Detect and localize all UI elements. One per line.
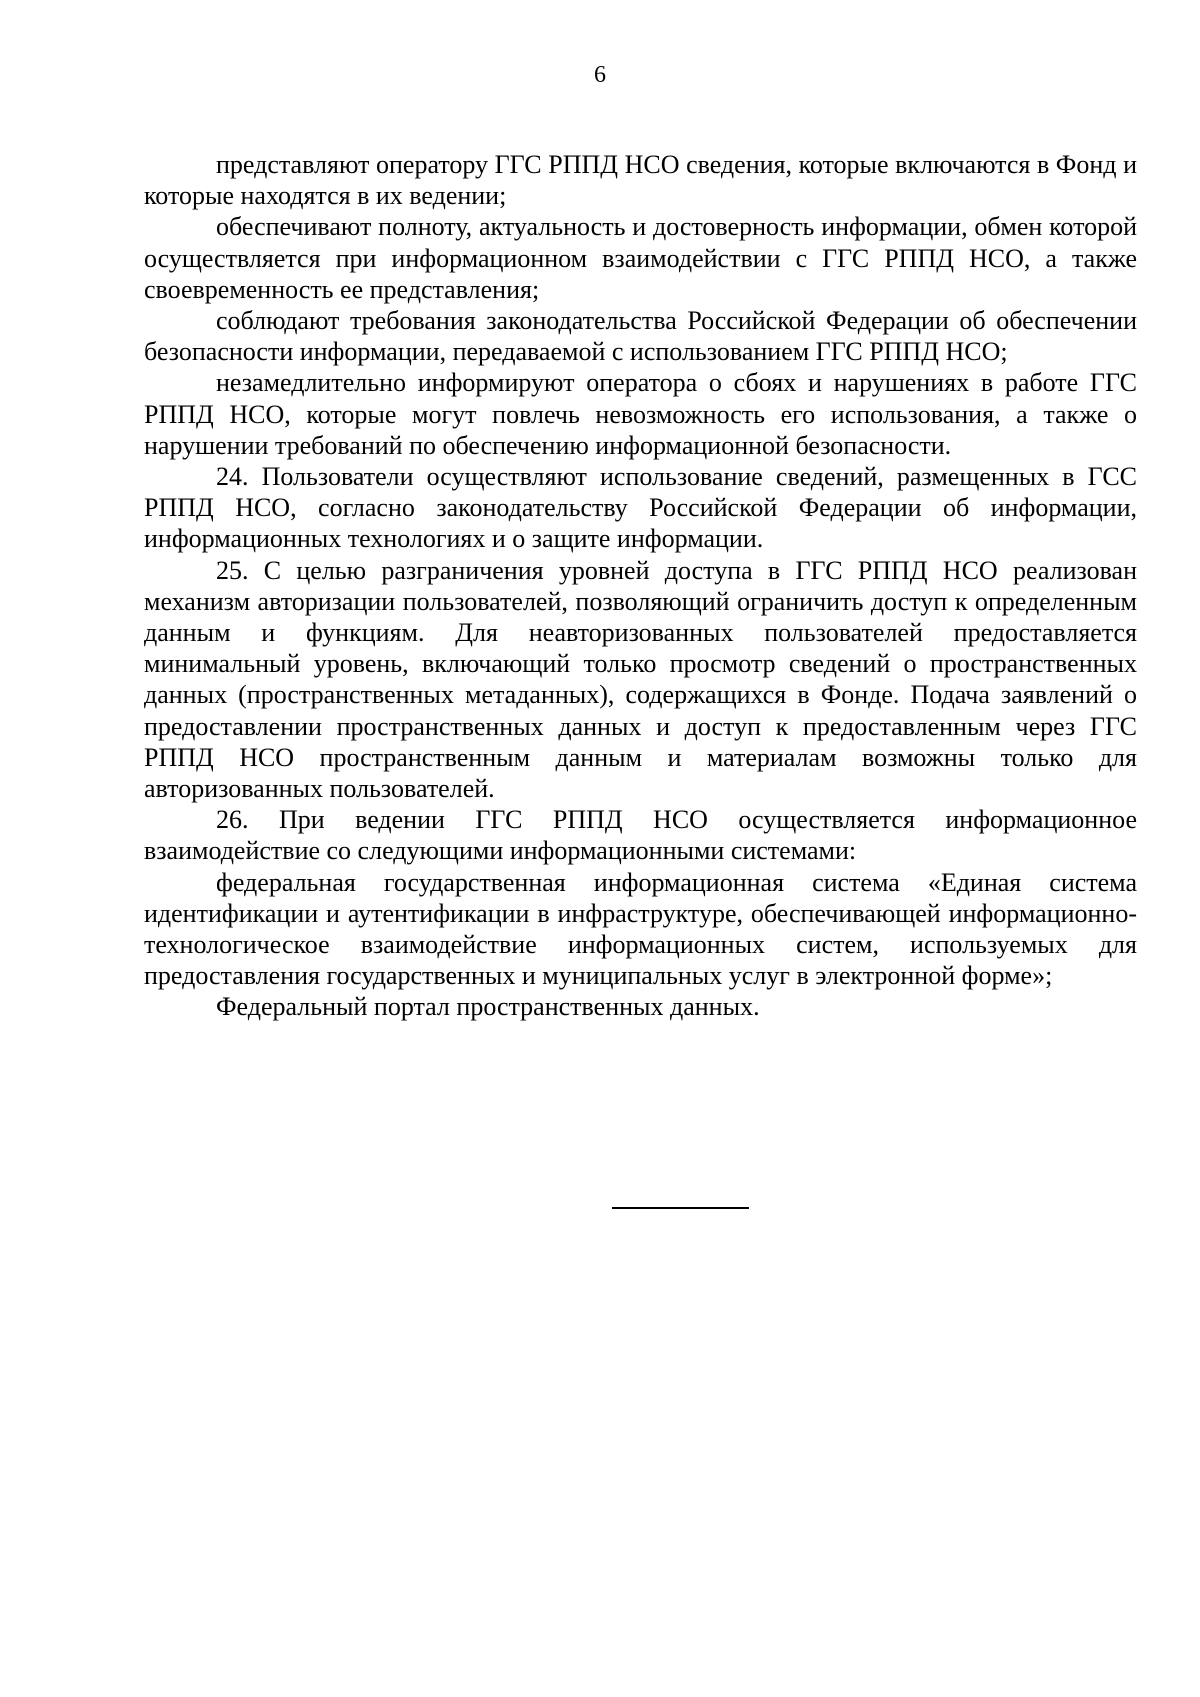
page-number: 6 xyxy=(594,62,606,88)
paragraph-provide-info: представляют оператору ГГС РППД НСО сведения, которые включаются в Фонд и которые находятся в их ведении; xyxy=(144,150,1137,211)
document-body xyxy=(144,149,1137,1023)
paragraph-item-25: 25. С целью разграничения уровней доступа в ГГС РППД НСО реализован механизм авторизации пользователей, позволяющий ограничить доступ к определенным данным и функциям. Для неавторизованных пользователей предоставляется минимальный уровень, включающий только просмотр сведений о пространственных данных (пространственных метаданных), содержащихся в Фонде. Подача заявлений о предоставлении пространственных данных и доступ к предоставленным через ГГС РППД НСО пространственным данным и материалам возможны только для авторизованных пользователей. xyxy=(144,555,1137,804)
paragraph-federal-portal: Федеральный портал пространственных данных. xyxy=(216,992,760,1022)
paragraph-item-26: 26. При ведении ГГС РППД НСО осуществляется информационное взаимодействие со следующими информационными системами: xyxy=(144,805,1137,866)
paragraph-item-24: 24. Пользователи осуществляют использование сведений, размещенных в ГСС РППД НСО, согласно законодательству Российской Федерации об информации, информационных технологиях и о защите информации. xyxy=(144,462,1137,554)
paragraph-ensure-completeness: обеспечивают полноту, актуальность и достоверность информации, обмен которой осуществляется при информационном взаимодействии с ГГС РППД НСО, а также своевременность ее представления; xyxy=(144,212,1137,304)
paragraph-security-requirements: соблюдают требования законодательства Российской Федерации об обеспечении безопасности информации, передаваемой с использованием ГГС РППД НСО; xyxy=(144,306,1137,367)
paragraph-notify-operator: незамедлительно информируют оператора о сбоях и нарушениях в работе ГГС РППД НСО, которые могут повлечь невозможность его использования, а также о нарушении требований по обеспечению информационной безопасности. xyxy=(144,368,1137,460)
end-of-document-rule xyxy=(612,1207,749,1209)
paragraph-esia-system: федеральная государственная информационная система «Единая система идентификации и аутентификации в инфраструктуре, обеспечивающей информационно-технологическое взаимодействие информационных систем, используемых для предоставления государственных и муниципальных услуг в электронной форме»; xyxy=(144,867,1137,991)
